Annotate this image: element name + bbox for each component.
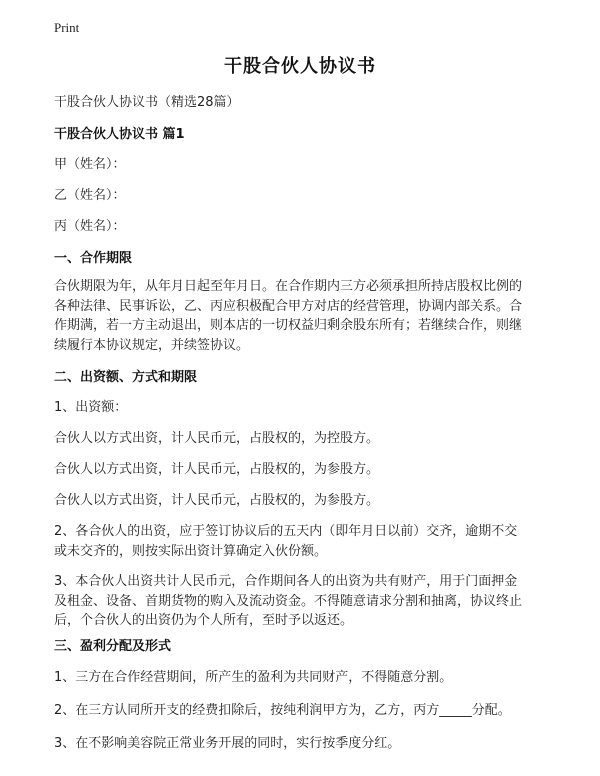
party-a-line: 甲（姓名）：: [54, 157, 126, 172]
document-title: 干股合伙人协议书: [224, 56, 376, 77]
print-link[interactable]: Print: [54, 20, 80, 35]
paragraph-line: 各种法律、民事诉讼，乙、丙应积极配合甲方对店的经营管理，协调内部关系。合: [54, 298, 523, 314]
section-1-heading: 一、合作期限: [54, 251, 133, 266]
section-2-item-1: 1、出资额：: [54, 400, 128, 415]
section-3-item-3: 3、在不影响美容院正常业务开展的同时，实行按季度分红。: [54, 736, 401, 751]
paragraph-line: 3、本合伙人出资共计人民币元，合作期间各人的出资为共有财产，用于门面押金: [54, 574, 518, 589]
partner-line: 合伙人以方式出资，计人民币元，占股权的，为参股方。: [54, 493, 380, 508]
paragraph-line: 或未交齐的，则按实际出资计算确定入伙份额。: [54, 543, 328, 559]
section-1-paragraph: [54, 277, 559, 355]
section-3-item-2: 2、在三方认同所开支的经费扣除后，按纯利润甲方为，乙方，丙方_____分配。: [54, 703, 511, 718]
chapter-heading: 干股合伙人协议书 篇1: [54, 127, 185, 142]
section-3-item-1: 1、三方在合作经营期间，所产生的盈利为共同财产，不得随意分割。: [54, 670, 453, 685]
paragraph-line: 续履行本协议规定，并续签协议。: [54, 337, 250, 353]
section-3-heading: 三、盈利分配及形式: [54, 639, 172, 654]
paragraph-line: 作期满，若一方主动退出，则本店的一切权益归剩余股东所有；若继续合作，则继: [54, 318, 523, 333]
section-2-item-3: [54, 572, 559, 631]
party-b-line: 乙（姓名）：: [54, 188, 126, 203]
paragraph-line: 合伙期限为年，从年月日起至年月日。在合作期内三方必须承担所持店股权比例的: [54, 279, 523, 294]
document-subtitle: 干股合伙人协议书（精选28篇）: [54, 95, 240, 110]
section-2-item-2: [54, 522, 559, 561]
partner-line: 合伙人以方式出资，计人民币元，占股权的，为参股方。: [54, 462, 380, 477]
party-c-line: 丙（姓名）：: [54, 219, 126, 234]
paragraph-line: 2、各合伙人的出资，应于签订协议后的五天内（即年月日以前）交齐，逾期不交: [54, 524, 518, 539]
paragraph-line: 及租金、设备、首期货物的购入及流动资金。不得随意请求分割和抽离，协议终止: [54, 593, 523, 609]
section-2-heading: 二、出资额、方式和期限: [54, 370, 198, 385]
partner-line: 合伙人以方式出资，计人民币元，占股权的，为控股方。: [54, 431, 380, 446]
paragraph-line: 后，个合伙人的出资仍为个人所有，至时予以返还。: [54, 613, 354, 628]
